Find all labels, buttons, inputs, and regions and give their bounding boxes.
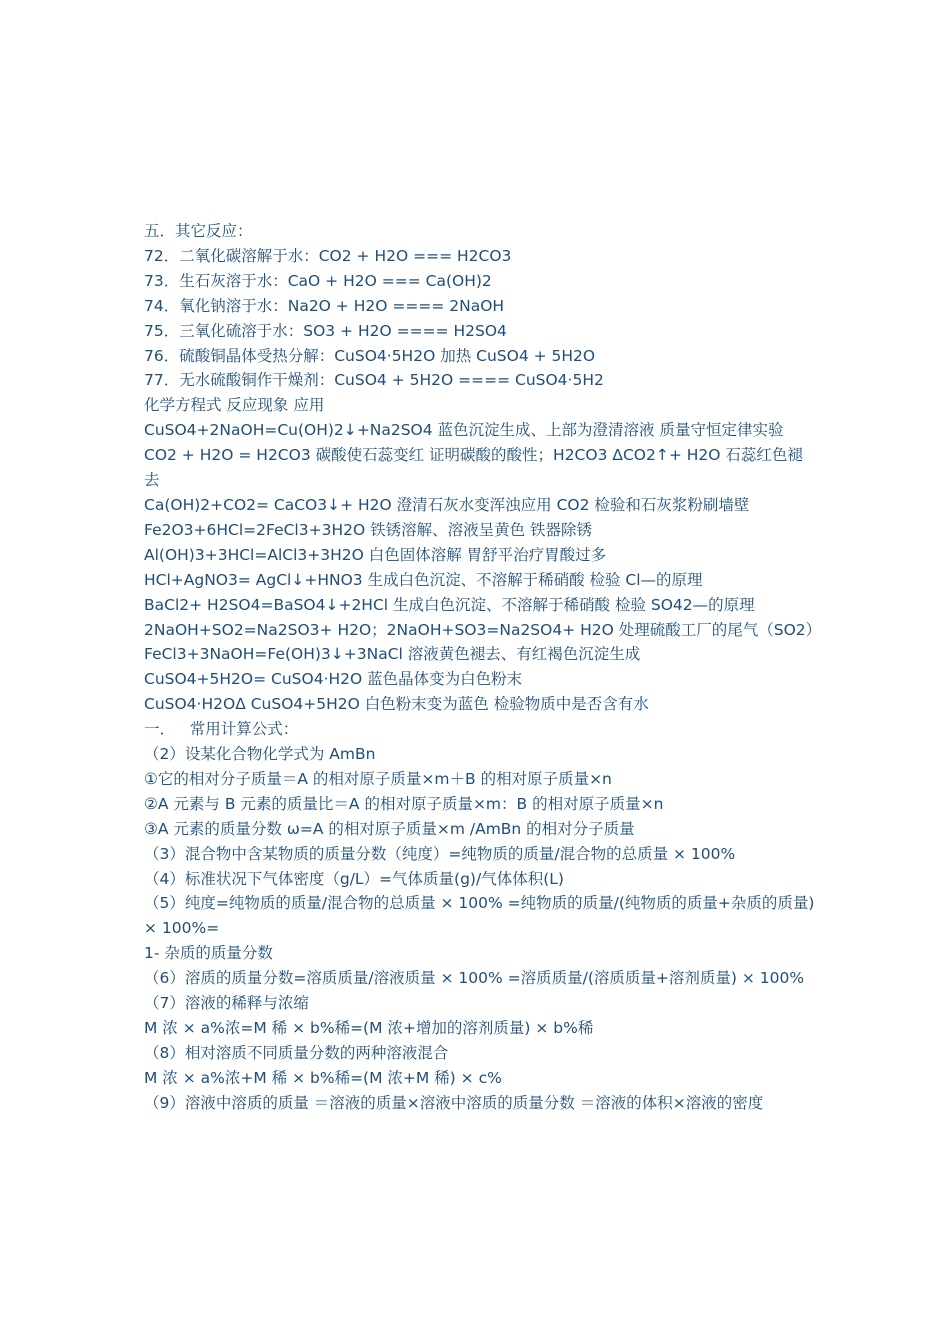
equation-cuso4-hydrate: CuSO4+5H2O= CuSO4·H2O 蓝色晶体变为白色粉末 <box>144 670 523 689</box>
equation-bacl2-h2so4: BaCl2+ H2SO4=BaSO4↓+2HCl 生成白色沉淀、不溶解于稀硝酸 检验 SO42—的原理 <box>144 595 755 614</box>
formula-9: （9）溶液中溶质的质量 ＝溶液的质量×溶液中溶质的质量分数 ＝溶液的体积×溶液的密度 <box>144 1093 764 1112</box>
formula-7: （7）溶液的稀释与浓缩 <box>144 994 309 1013</box>
equation-hcl-agno3: HCl+AgNO3= AgCl↓+HNO3 生成白色沉淀、不溶解于稀硝酸 检验 Cl—的原理 <box>144 570 703 589</box>
document-body <box>144 219 822 1116</box>
reaction-73: 73．生石灰溶于水：CaO + H2O === Ca(OH)2 <box>144 271 492 290</box>
formula-4: （4）标准状况下气体密度（g/L）=气体质量(g)/气体体积(L) <box>144 869 564 888</box>
reaction-75: 75．三氧化硫溶于水：SO3 + H2O ==== H2SO4 <box>144 321 507 340</box>
formula-8-expression: M 浓 × a%浓+M 稀 × b%稀=(M 浓+M 稀) × c% <box>144 1068 502 1087</box>
formula-2: （2）设某化合物化学式为 AmBn <box>144 745 376 764</box>
section-heading: 五．其它反应： <box>144 222 253 240</box>
formula-section-heading: 一． 常用计算公式： <box>144 720 299 739</box>
equation-fe2o3-hcl: Fe2O3+6HCl=2FeCl3+3H2O 铁锈溶解、溶液呈黄色 铁器除锈 <box>144 520 593 539</box>
equation-naoh-so2: 2NaOH+SO2=Na2SO3+ H2O；2NaOH+SO3=Na2SO4+ H2O 处理硫酸工厂的尾气（SO2） <box>144 620 822 639</box>
formula-8: （8）相对溶质不同质量分数的两种溶液混合 <box>144 1043 449 1062</box>
formula-6: （6）溶质的质量分数=溶质质量/溶液质量 × 100% =溶质质量/(溶质质量+溶剂质量) × 100% <box>144 969 805 988</box>
equation-cuso4-dehydrate: CuSO4·H2OΔ CuSO4+5H2O 白色粉末变为蓝色 检验物质中是否含有水 <box>144 695 649 714</box>
equation-cuso4-naoh: CuSO4+2NaOH=Cu(OH)2↓+Na2SO4 蓝色沉淀生成、上部为澄清溶液 质量守恒定律实验 <box>144 421 784 440</box>
reaction-72: 72．二氧化碳溶解于水：CO2 + H2O === H2CO3 <box>144 246 512 265</box>
formula-5-continued: 1- 杂质的质量分数 <box>144 944 273 963</box>
reaction-77: 77．无水硫酸铜作干燥剂：CuSO4 + 5H2O ==== CuSO4·5H2 <box>144 371 604 390</box>
formula-3: （3）混合物中含某物质的质量分数（纯度）=纯物质的质量/混合物的总质量 × 100% <box>144 844 736 863</box>
formula-2-item-2: ②A 元素与 B 元素的质量比＝A 的相对原子质量×m：B 的相对原子质量×n <box>144 794 664 813</box>
reaction-76: 76．硫酸铜晶体受热分解：CuSO4·5H2O 加热 CuSO4 + 5H2O <box>144 346 596 365</box>
formula-5: （5）纯度=纯物质的质量/混合物的总质量 × 100% =纯物质的质量/(纯物质的质量+杂质的质量) × 100%= <box>144 894 815 938</box>
equation-aloh3-hcl: Al(OH)3+3HCl=AlCl3+3H2O 白色固体溶解 胃舒平治疗胃酸过多 <box>144 545 607 564</box>
formula-7-expression: M 浓 × a%浓=M 稀 × b%稀=(M 浓+增加的溶剂质量) × b%稀 <box>144 1019 594 1037</box>
equation-fecl3-naoh: FeCl3+3NaOH=Fe(OH)3↓+3NaCl 溶液黄色褪去、有红褐色沉淀生成 <box>144 645 641 664</box>
equation-caoh2-co2: Ca(OH)2+CO2= CaCO3↓+ H2O 澄清石灰水变浑浊应用 CO2 检验和石灰浆粉刷墙壁 <box>144 495 750 514</box>
table-header-line: 化学方程式 反应现象 应用 <box>144 396 325 415</box>
equation-co2-h2o: CO2 + H2O = H2CO3 碳酸使石蕊变红 证明碳酸的酸性；H2CO3 ΔCO2↑+ H2O 石蕊红色褪去 <box>144 446 803 490</box>
formula-2-item-3: ③A 元素的质量分数 ω=A 的相对原子质量×m /AmBn 的相对分子质量 <box>144 819 635 838</box>
formula-2-item-1: ①它的相对分子质量＝A 的相对原子质量×m＋B 的相对原子质量×n <box>144 769 612 788</box>
reaction-74: 74．氧化钠溶于水：Na2O + H2O ==== 2NaOH <box>144 296 505 315</box>
